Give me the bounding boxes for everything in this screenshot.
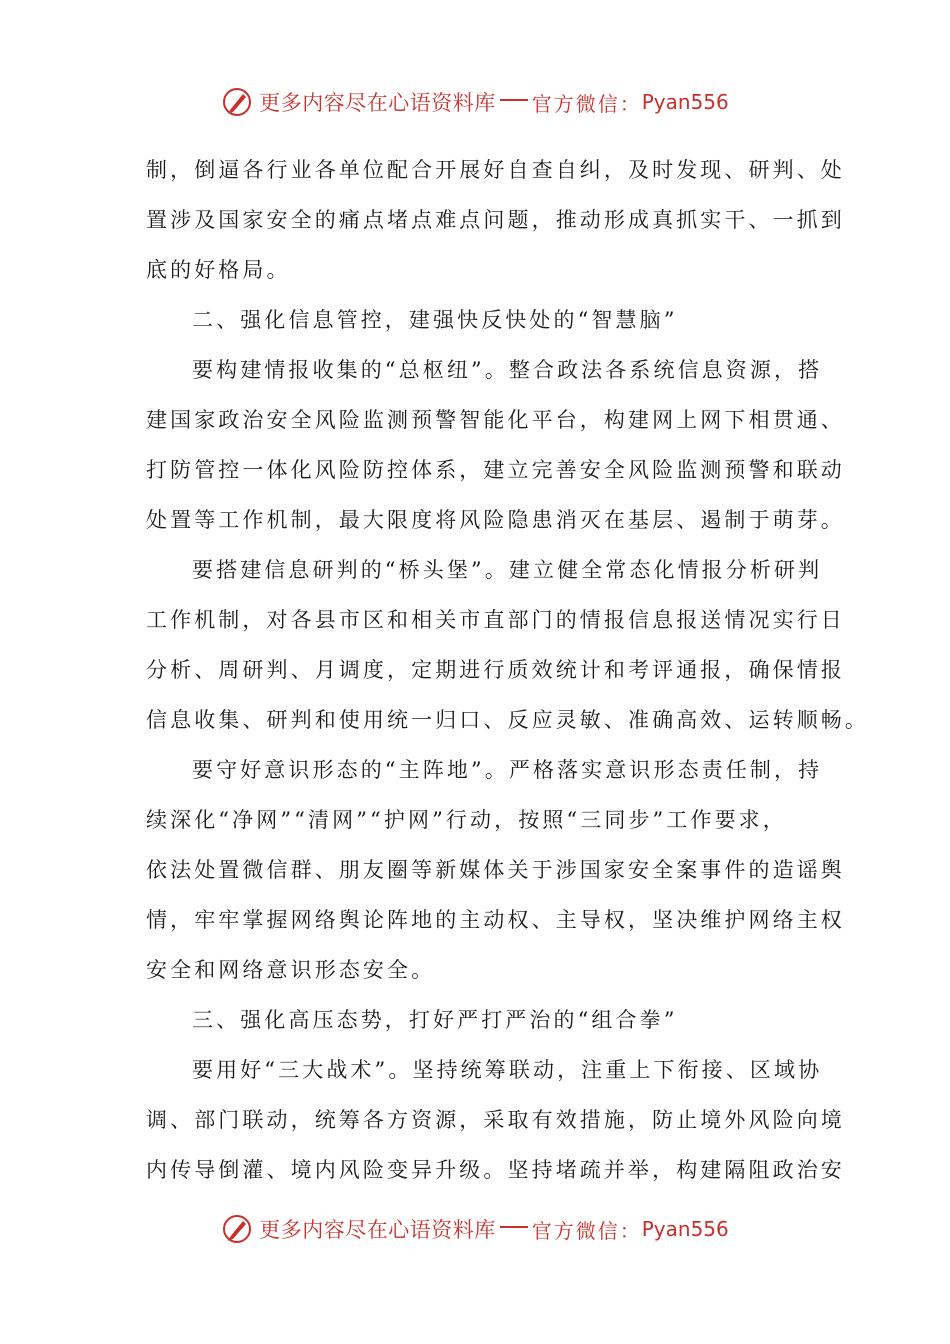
- pen-logo-icon: [221, 1213, 253, 1245]
- text-line: 要搭建信息研判的“桥头堡”。建立健全常态化情报分析研判: [192, 558, 823, 582]
- document-body: [146, 145, 869, 1195]
- watermark-text: 更多内容尽在心语资料库: [259, 1218, 496, 1242]
- text-line: 分析、周研判、月调度，定期进行质效统计和考评通报，确保情报: [146, 658, 845, 682]
- text-line: 底的好格局。: [146, 258, 291, 282]
- watermark-tail: 官方微信：: [531, 91, 642, 116]
- watermark-tail: 官方微信：: [531, 1218, 642, 1243]
- text-line: 建国家政治安全风险监测预警智能化平台，构建网上网下相贯通、: [146, 408, 845, 432]
- text-line: 内传导倒灌、境内风险变异升级。坚持堵疏并举，构建隔阻政治安: [146, 1158, 845, 1182]
- watermark-text: 更多内容尽在心语资料库: [259, 91, 496, 115]
- pen-logo-icon: [221, 86, 253, 118]
- text-line: 要守好意识形态的“主阵地”。严格落实意识形态责任制，持: [192, 758, 823, 782]
- text-line: 安全和网络意识形态安全。: [146, 958, 436, 982]
- text-line: 二、强化信息管控，建强快反快处的“智慧脑”: [192, 308, 678, 332]
- text-line: 要用好“三大战术”。坚持统筹联动，注重上下衔接、区域协: [192, 1058, 823, 1082]
- text-line: 制，倒逼各行业各单位配合开展好自查自纠，及时发现、研判、处: [146, 158, 845, 182]
- watermark-dash: [500, 99, 528, 101]
- text-line: 三、强化高压态势，打好严打严治的“组合拳”: [192, 1008, 678, 1032]
- text-line: 续深化“净网”“清网”“护网”行动，按照“三同步”工作要求，: [146, 808, 787, 832]
- footer-watermark: [0, 1209, 950, 1249]
- text-line: 置涉及国家安全的痛点堵点难点问题，推动形成真抓实干、一抓到: [146, 208, 845, 232]
- text-line: 打防管控一体化风险防控体系，建立完善安全风险监测预警和联动: [146, 458, 845, 482]
- header-watermark: [0, 82, 950, 122]
- text-line: 要构建情报收集的“总枢纽”。整合政法各系统信息资源，搭: [192, 358, 823, 382]
- watermark-dash: [500, 1226, 528, 1228]
- text-line: 处置等工作机制，最大限度将风险隐患消灭在基层、遏制于萌芽。: [146, 508, 845, 532]
- text-line: 调、部门联动，统筹各方资源，采取有效措施，防止境外风险向境: [146, 1108, 845, 1132]
- watermark-wechat-id: Pyan556: [641, 90, 729, 114]
- text-line: 情，牢牢掌握网络舆论阵地的主动权、主导权，坚决维护网络主权: [146, 908, 845, 932]
- text-line: 工作机制，对各县市区和相关市直部门的情报信息报送情况实行日: [146, 608, 845, 632]
- text-line: 信息收集、研判和使用统一归口、反应灵敏、准确高效、运转顺畅。: [146, 708, 869, 732]
- text-line: 依法处置微信群、朋友圈等新媒体关于涉国家安全案事件的造谣舆: [146, 858, 845, 882]
- watermark-wechat-id: Pyan556: [641, 1217, 729, 1241]
